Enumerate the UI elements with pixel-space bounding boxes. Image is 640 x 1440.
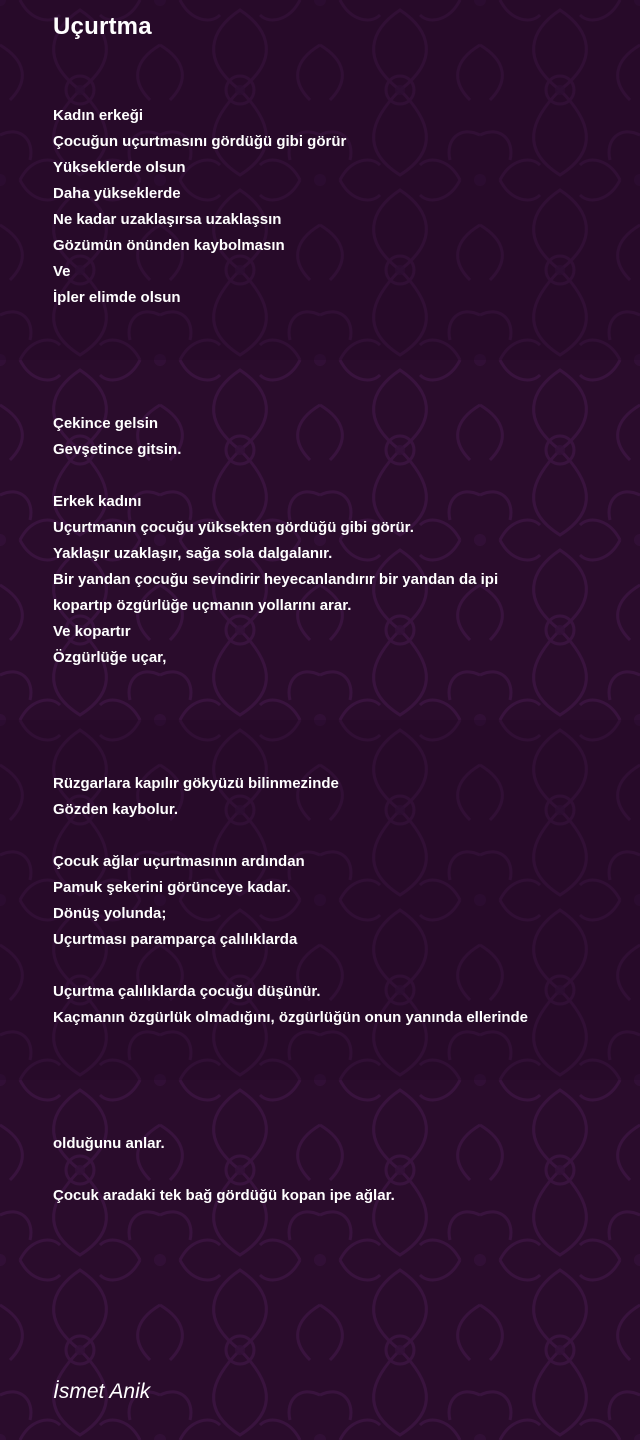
stanza-break xyxy=(53,463,633,489)
poem-line: Çekince gelsin xyxy=(53,415,159,432)
poem-line: Kaçmanın özgürlük olmadığını, özgürlüğün onun yanında ellerinde xyxy=(53,1009,529,1026)
poem-line: Yükseklerde olsun xyxy=(53,159,186,176)
poem-line: Uçurtma çalılıklarda çocuğu düşünür. xyxy=(53,983,321,1000)
stanza-break xyxy=(53,953,633,979)
poem-line: Çocuk aradaki tek bağ gördüğü kopan ipe ağlar. xyxy=(53,1187,395,1204)
poem-line: Çocuk ağlar uçurtmasının ardından xyxy=(53,853,305,870)
poem-line: Daha yükseklerde xyxy=(53,185,181,202)
poem-panel-4 xyxy=(53,1131,633,1209)
poem-line: Kadın erkeği xyxy=(53,107,144,124)
poem-line: olduğunu anlar. xyxy=(53,1135,165,1152)
poem-line: Ve kopartır xyxy=(53,623,131,640)
poem-line: Gözden kaybolur. xyxy=(53,801,179,818)
poem-line: Gevşetince gitsin. xyxy=(53,441,182,458)
stanza-break xyxy=(53,823,633,849)
poem-line: Erkek kadını xyxy=(53,493,142,510)
poem-line: Uçurtması paramparça çalılıklarda xyxy=(53,931,298,948)
poem-line: Özgürlüğe uçar, xyxy=(53,649,167,666)
poem-panel-1 xyxy=(53,103,633,311)
poem-line: İpler elimde olsun xyxy=(53,289,181,306)
stanza-break xyxy=(53,1157,633,1183)
poem-line: Dönüş yolunda; xyxy=(53,905,167,922)
poem-line: Yaklaşır uzaklaşır, sağa sola dalgalanır. xyxy=(53,545,333,562)
poem-title: Uçurtma xyxy=(53,13,152,40)
poem-line: Ne kadar uzaklaşırsa uzaklaşsın xyxy=(53,211,282,228)
poem-author: İsmet Anik xyxy=(53,1380,151,1403)
poem-panel-3 xyxy=(53,771,633,1031)
poem-line: Bir yandan çocuğu sevindirir heyecanlandırır bir yandan da ipi xyxy=(53,571,499,588)
poem-line: Çocuğun uçurtmasını gördüğü gibi görür xyxy=(53,133,347,150)
poem-line: Uçurtmanın çocuğu yüksekten gördüğü gibi görür. xyxy=(53,519,414,536)
poem-line: Rüzgarlara kapılır gökyüzü bilinmezinde xyxy=(53,775,339,792)
poem-line: Pamuk şekerini görünceye kadar. xyxy=(53,879,291,896)
poem-line: Ve xyxy=(53,263,71,280)
poem-line: Gözümün önünden kaybolmasın xyxy=(53,237,285,254)
poem-line: kopartıp özgürlüğe uçmanın yollarını arar. xyxy=(53,597,352,614)
poem-panel-2 xyxy=(53,411,633,671)
